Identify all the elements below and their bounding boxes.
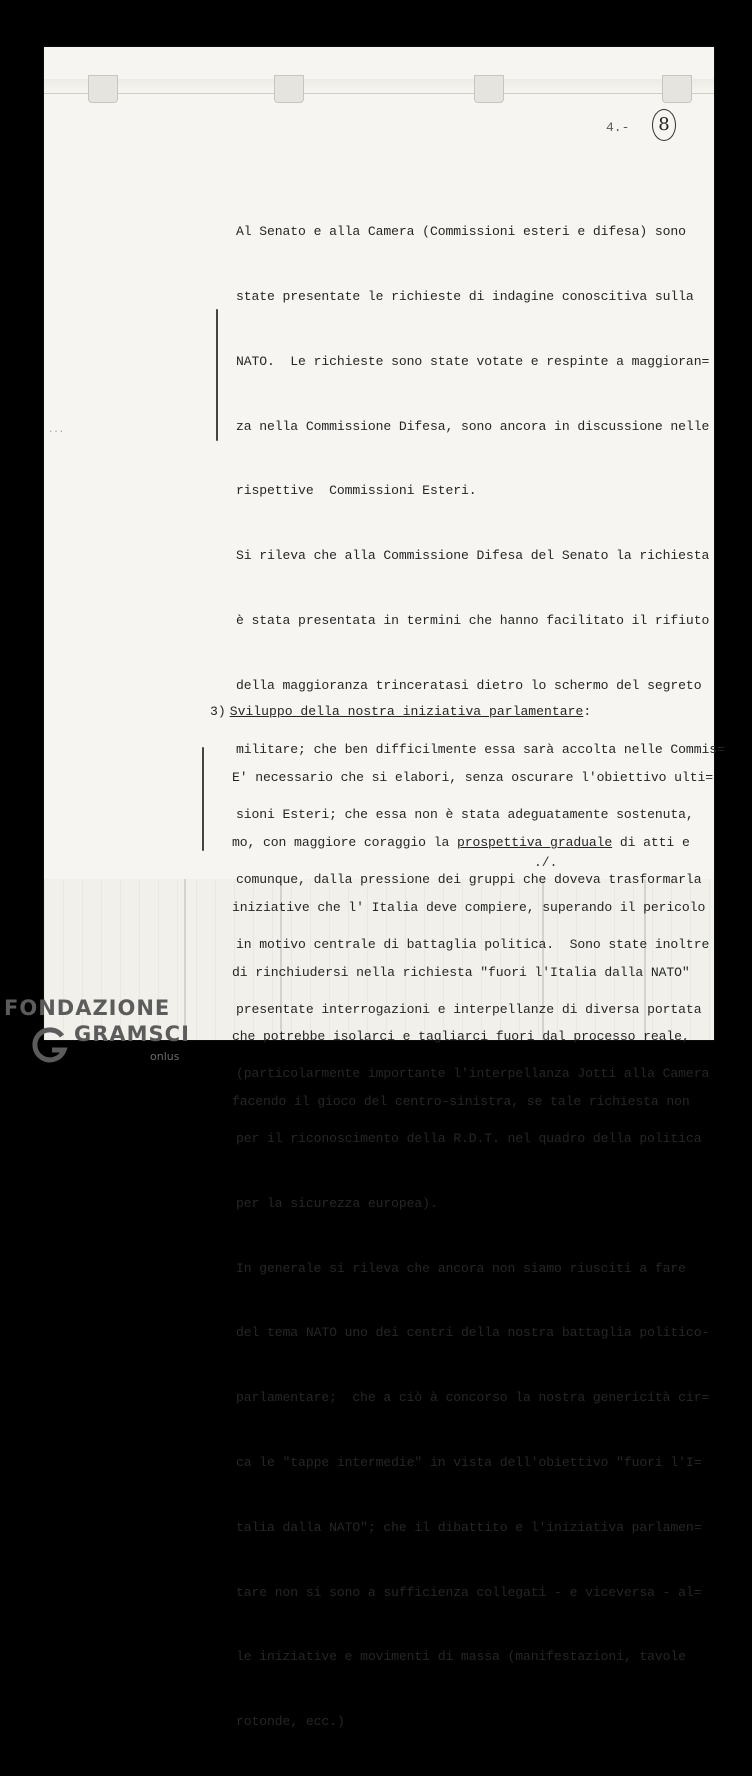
text-fragment: mo, con maggiore coraggio la xyxy=(232,834,457,850)
binder-tab xyxy=(474,75,504,103)
text-line: le iniziative e movimenti di massa (manifestazioni, tavole xyxy=(236,1649,686,1665)
text-line: di rinchiudersi nella richiesta "fuori l'Italia dalla NATO" xyxy=(232,964,690,980)
binder-tab xyxy=(662,75,692,103)
text-line: presentate interrogazioni e interpellanze di diversa portata xyxy=(236,1001,702,1017)
section-number: 3) xyxy=(210,704,226,719)
text-line xyxy=(232,832,713,854)
section-title: Sviluppo della nostra iniziativa parlamentare xyxy=(229,704,584,719)
text-line: (particolarmente importante l'interpellanza Jotti alla Camera xyxy=(236,1066,710,1082)
text-line: ca le "tappe intermedie" in vista dell'obiettivo "fuori l'I= xyxy=(236,1455,702,1471)
text-line: in motivo centrale di battaglia politica. Sono state inoltre xyxy=(236,936,710,952)
text-line: della maggioranza trinceratasi dietro lo schermo del segreto xyxy=(236,677,702,693)
text-line: parlamentare; che a ciò à concorso la nostra genericità cir= xyxy=(236,1390,710,1406)
section-title-colon: : xyxy=(583,704,592,719)
text-line: per il riconoscimento della R.D.T. nel quadro della politica xyxy=(236,1131,702,1147)
text-line: che potrebbe isolarci e tagliarci fuori dal processo reale, xyxy=(232,1029,690,1045)
text-line: facendo il gioco del centro-sinistra, se tale richiesta non xyxy=(232,1094,690,1110)
watermark-line-1: FONDAZIONE xyxy=(4,996,171,1020)
text-line: è stata presentata in termini che hanno facilitato il rifiuto xyxy=(236,612,710,628)
top-fold-strip xyxy=(44,79,714,94)
text-line: E' necessario che si elabori, senza oscurare l'obiettivo ulti= xyxy=(232,770,713,786)
fondazione-gramsci-watermark xyxy=(4,996,204,1076)
text-line: militare; che ben difficilmente essa sarà accolta nelle Commis= xyxy=(236,742,725,758)
margin-bracket-mark xyxy=(216,309,218,441)
text-line: per la sicurezza europea). xyxy=(236,1195,438,1211)
text-fragment: di atti e xyxy=(612,834,690,850)
underlined-phrase: prospettiva graduale xyxy=(456,834,613,850)
text-line: comunque, dalla pressione dei gruppi che doveva trasformarla xyxy=(236,872,702,887)
watermark-suffix: onlus xyxy=(150,1050,180,1063)
section-3-heading xyxy=(210,702,591,720)
text-line: sioni Esteri; che essa non è stata adeguatamente sostenuta, xyxy=(236,807,694,823)
margin-bracket-mark xyxy=(202,747,204,851)
text-line: tare non si sono a sufficienza collegati - e viceversa - al= xyxy=(236,1584,702,1600)
text-line: Si rileva che alla Commissione Difesa del Senato la richiesta xyxy=(236,548,710,564)
watermark-line-2: GRAMSCI xyxy=(74,1022,190,1046)
text-line: za nella Commissione Difesa, sono ancora in discussione nelle xyxy=(236,418,710,434)
text-line: NATO. Le richieste sono state votate e respinte a maggioran= xyxy=(236,353,710,369)
text-line: state presentate le richieste di indagine conoscitiva sulla xyxy=(236,288,694,304)
text-line: Al Senato e alla Camera (Commissioni esteri e difesa) sono xyxy=(236,224,686,240)
gramsci-logo-icon xyxy=(30,1026,70,1066)
binder-tab xyxy=(88,75,118,103)
margin-scribble: ... xyxy=(48,425,65,435)
text-line: In generale si rileva che ancora non siamo riusciti a fare xyxy=(236,1260,686,1276)
text-line: del tema NATO uno dei centri della nostra battaglia politico- xyxy=(236,1325,710,1341)
text-line: rispettive Commissioni Esteri. xyxy=(236,483,477,499)
text-line: talia dalla NATO"; che il dibattito e l'iniziativa parlamen= xyxy=(236,1519,702,1535)
paragraph-section-3 xyxy=(232,724,713,1156)
text-line: rotonde, ecc.) xyxy=(236,1714,345,1730)
continuation-mark: ./. xyxy=(534,855,558,870)
binder-tab xyxy=(274,75,304,103)
sheet-number-circled: 8 xyxy=(652,109,676,141)
text-line: iniziative che l' Italia deve compiere, superando il pericolo xyxy=(232,899,706,915)
page-number: 4.- xyxy=(606,120,630,135)
